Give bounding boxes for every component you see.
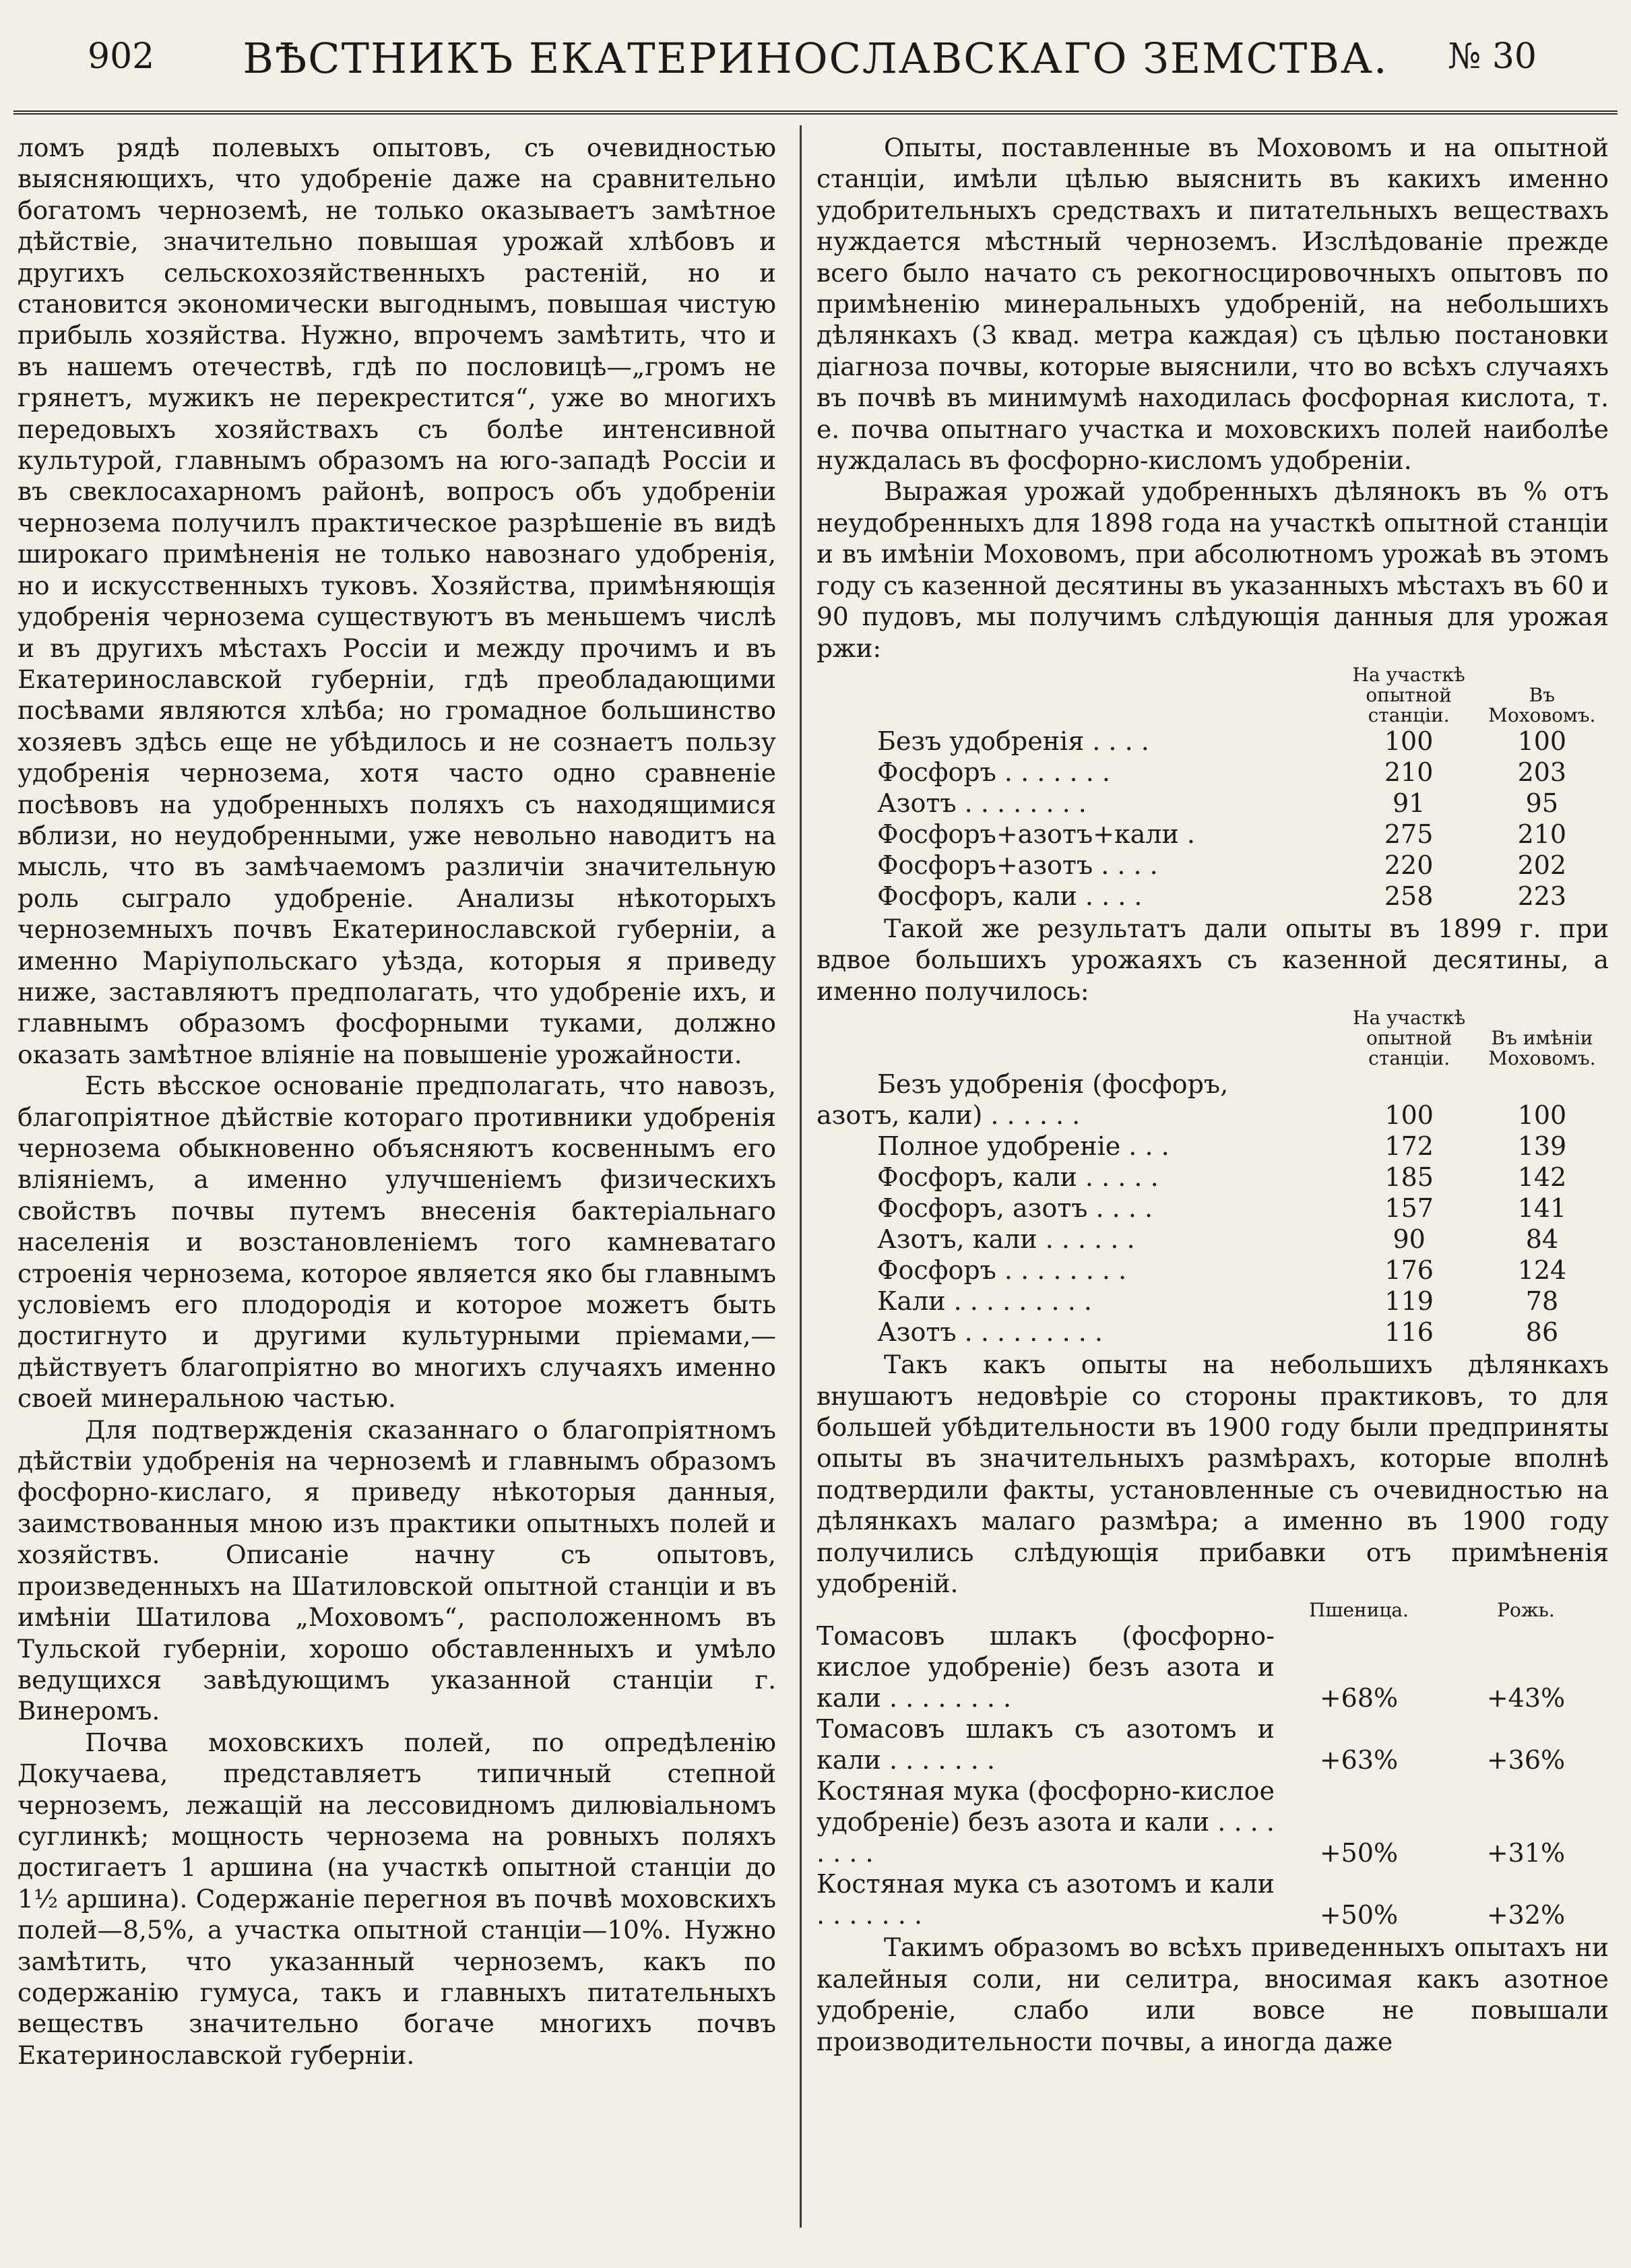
- cell-value: 84: [1525, 1224, 1559, 1255]
- cell-value: 258: [1384, 881, 1434, 911]
- cell-value: 90: [1393, 1224, 1426, 1255]
- table-row: [817, 1286, 1609, 1317]
- table-header-row: [817, 1008, 1609, 1069]
- cell-value: 86: [1525, 1317, 1559, 1348]
- cell-value: 275: [1384, 819, 1434, 849]
- cell-value: +31%: [1486, 1838, 1566, 1868]
- row-label: Кали . . . . . . . . .: [877, 1286, 1092, 1317]
- row-label: Фосфоръ, кали . . . . .: [877, 1162, 1159, 1193]
- row-label: Фосфоръ+азотъ . . . .: [877, 850, 1158, 880]
- row-label: азотъ, кали) . . . . . .: [817, 1100, 1081, 1131]
- table-row: [817, 1317, 1609, 1348]
- row-label: Азотъ . . . . . . . .: [877, 788, 1087, 818]
- column-divider: [800, 125, 802, 2228]
- issue-number: № 30: [1448, 36, 1537, 77]
- cell-value: 203: [1517, 757, 1567, 787]
- table-row: [817, 1224, 1609, 1255]
- column-header: Въ Моховомъ.: [1488, 683, 1596, 726]
- table-row: [817, 788, 1609, 819]
- cell-value: 100: [1384, 726, 1434, 756]
- cell-value: 119: [1384, 1286, 1434, 1317]
- yield-increase-table-1900: [817, 1600, 1609, 1930]
- table-row: [817, 819, 1609, 850]
- table-row: [817, 1100, 1609, 1131]
- row-label: Фосфоръ . . . . . . .: [877, 757, 1110, 787]
- paragraph: Такъ какъ опыты на небольшихъ дѣлянкахъ внушаютъ недовѣріе со стороны практиковъ, то для большей убѣдительности въ 1900 году были предприняты опыты въ значительныхъ размѣрахъ, которые вполнѣ подтвердили факты, установленные съ очевидностью на дѣлянкахъ малаго размѣра; а именно въ 1900 году получились слѣдующія прибавки отъ примѣненія удобреній.: [817, 1350, 1609, 1598]
- right-column: [817, 132, 1609, 2057]
- table-row: [817, 1131, 1609, 1162]
- yield-table-1899: [817, 1008, 1609, 1348]
- cell-value: 185: [1384, 1162, 1434, 1193]
- table-row: [817, 1713, 1609, 1775]
- table-header-row: [817, 665, 1609, 726]
- page-header: [54, 27, 1577, 88]
- paragraph: Опыты, поставленные въ Моховомъ и на опытной станціи, имѣли цѣлью выяснить въ какихъ именно удобрительныхъ средствахъ и питательныхъ веществахъ нуждается мѣстный черноземъ. Изслѣдованіе прежде всего было начато съ рекогносцировочныхъ опытовъ по примѣненію минеральныхъ удобреній, на небольшихъ дѣлянкахъ (3 квад. метра каждая) съ цѣлью постановки діагноза почвы, которые выяснили, что во всѣхъ случаяхъ въ почвѣ въ минимумѣ находилась фосфорная кислота, т. е. почва опытнаго участка и моховскихъ полей наиболѣе нуждалась въ фосфорно-кисломъ удобреніи.: [817, 133, 1609, 476]
- cell-value: 210: [1517, 819, 1567, 849]
- row-label: Фосфоръ, кали . . . .: [877, 881, 1143, 911]
- table-row: [817, 726, 1609, 757]
- cell-value: +68%: [1319, 1683, 1399, 1713]
- table-row: [817, 1069, 1609, 1100]
- row-label: Фосфоръ+азотъ+кали .: [877, 819, 1195, 849]
- cell-value: 139: [1517, 1131, 1567, 1162]
- cell-value: 223: [1517, 881, 1567, 911]
- publication-title: ВѢСТНИКЪ ЕКАТЕРИНОСЛАВСКАГО ЗЕМСТВА.: [243, 34, 1388, 83]
- cell-value: 172: [1384, 1131, 1434, 1162]
- cell-value: +43%: [1486, 1683, 1566, 1713]
- row-label: Томасовъ шлакъ съ азотомъ и кали . . . . . . .: [817, 1714, 1275, 1775]
- row-label: Азотъ . . . . . . . . .: [877, 1317, 1104, 1348]
- paragraph: Выражая урожай удобренныхъ дѣлянокъ въ % отъ неудобренныхъ для 1898 года на участкѣ опытной станціи и въ имѣніи Моховомъ, при абсолютномъ урожаѣ въ этомъ году съ казенной десятины въ указанныхъ мѣстахъ въ 60 и 90 пудовъ, мы получимъ слѣдующія данныя для урожая ржи:: [817, 476, 1609, 663]
- paragraph: Такимъ образомъ во всѣхъ приведенныхъ опытахъ ни калейныя соли, ни селитра, вносимая какъ азотное удобреніе, слабо или вовсе не повышали производительности почвы, а иногда даже: [817, 1932, 1609, 2056]
- paragraph: Такой же результатъ дали опыты въ 1899 г. при вдвое большихъ урожаяхъ съ казенной десятины, а именно получилось:: [817, 913, 1609, 1006]
- cell-value: 176: [1384, 1255, 1434, 1286]
- row-label: Томасовъ шлакъ (фосфорно-кислое удобреніе) безъ азота и кали . . . . . . . .: [817, 1621, 1275, 1713]
- cell-value: +63%: [1319, 1745, 1399, 1775]
- paragraph: Для подтвержденія сказаннаго о благопріятномъ дѣйствіи удобренія на черноземѣ и главнымъ образомъ фосфорно-кислаго, я приведу нѣкоторыя данныя, заимствованныя мною изъ практики опытныхъ полей и хозяйствъ. Описаніе начну съ опытовъ, произведенныхъ на Шатиловской опытной станціи и въ имѣніи Шатилова „Моховомъ“, расположенномъ въ Тульской губерніи, хорошо обставленныхъ и умѣло ведущихся завѣдующимъ указанной станціи г. Винеромъ.: [18, 1414, 776, 1726]
- cell-value: 95: [1525, 788, 1558, 818]
- table-row: [817, 1775, 1609, 1868]
- cell-value: 100: [1517, 726, 1567, 756]
- paragraph: Почва моховскихъ полей, по опредѣленію Докучаева, представляетъ типичный степной черноземъ, лежащій на лессовидномъ дилювіальномъ суглинкѣ; мощность чернозема на ровныхъ поляхъ достигаетъ 1 аршина (на участкѣ опытной станціи до 1½ аршина). Содержаніе перегноя въ почвѣ моховскихъ полей—8,5%, а участка опытной станціи—10%. Нужно замѣтить, что указанный черноземъ, какъ по содержанію гумуса, такъ и главныхъ питательныхъ веществъ значительно богаче многихъ почвъ Екатеринославской губерніи.: [18, 1727, 776, 2070]
- table-row: [817, 1620, 1609, 1713]
- cell-value: 210: [1384, 757, 1434, 787]
- table-row: [817, 757, 1609, 788]
- table-row: [817, 1162, 1609, 1193]
- row-label-line: Безъ удобренія (фосфоръ,: [877, 1069, 1229, 1100]
- column-header: Въ имѣніи Моховомъ.: [1488, 1027, 1596, 1070]
- cell-value: 100: [1384, 1100, 1434, 1131]
- row-label: Безъ удобренія . . . .: [877, 726, 1149, 756]
- cell-value: 78: [1525, 1286, 1559, 1317]
- column-header: На участкѣ опытной станціи.: [1353, 1007, 1466, 1070]
- left-column: [18, 132, 776, 2071]
- row-label: Фосфоръ . . . . . . . .: [877, 1255, 1127, 1286]
- column-header: Пшеница.: [1309, 1599, 1409, 1622]
- cell-value: 142: [1517, 1162, 1567, 1193]
- row-label: [817, 1069, 1343, 1100]
- cell-value: 91: [1392, 788, 1426, 818]
- table-row: [817, 850, 1609, 881]
- paragraph: Есть вѣсское основаніе предполагать, что навозъ, благопріятное дѣйствіе котораго противники удобренія чернозема обыкновенно объясняютъ косвеннымъ его вліяніемъ, а именно улучшеніемъ физическихъ свойствъ почвы путемъ внесенія бактеріальнаго населенія и возстановленіемъ того камневатаго строенія чернозема, которое является яко бы главнымъ условіемъ его плодородія и которое можетъ быть достигнуто и другими культурными пріемами,—дѣйствуетъ благопріятно во многихъ случаяхъ именно своей минеральною частью.: [18, 1071, 776, 1414]
- table-header-row: [817, 1600, 1609, 1620]
- column-header: На участкѣ опытной станціи.: [1352, 663, 1465, 726]
- cell-value: 220: [1384, 850, 1434, 880]
- page-number: 902: [88, 36, 155, 77]
- cell-value: +50%: [1319, 1900, 1399, 1930]
- cell-value: 202: [1517, 850, 1567, 880]
- cell-value: 141: [1517, 1193, 1567, 1224]
- cell-value: +36%: [1486, 1745, 1566, 1775]
- table-row: [817, 1193, 1609, 1224]
- row-label: Фосфоръ, азотъ . . . .: [877, 1193, 1153, 1224]
- cell-value: 157: [1384, 1193, 1434, 1224]
- row-label: Костяная мука (фосфорно-кислое удобреніе) безъ азота и кали . . . . . . . .: [817, 1776, 1275, 1868]
- header-rule: [13, 111, 1618, 115]
- cell-value: 100: [1517, 1100, 1567, 1131]
- row-label: Костяная мука съ азотомъ и кали . . . . . . .: [817, 1869, 1275, 1930]
- cell-value: 124: [1517, 1255, 1567, 1286]
- cell-value: +32%: [1486, 1900, 1566, 1930]
- row-label: Азотъ, кали . . . . . .: [877, 1224, 1135, 1255]
- paragraph: ломъ рядѣ полевыхъ опытовъ, съ очевидностью выясняющихъ, что удобреніе даже на сравнительно богатомъ черноземѣ, не только оказываетъ замѣтное дѣйствіе, значительно повышая урожай хлѣбовъ и другихъ сельскохозяйственныхъ растеній, но и становится экономически выгоднымъ, повышая чистую прибыль хозяйства. Нужно, впрочемъ замѣтить, что и въ нашемъ отечествѣ, гдѣ по пословицѣ—„громъ не грянетъ, мужикъ не перекрестится“, уже во многихъ передовыхъ хозяйствахъ съ болѣе интенсивной культурой, главнымъ образомъ на юго-западѣ Россіи и въ свеклосахарномъ районѣ, вопросъ объ удобреніи чернозема получилъ практическое разрѣшеніе въ видѣ широкаго примѣненія не только навознаго удобренія, но и искусственныхъ туковъ. Хозяйства, примѣняющія удобренія чернозема существуютъ въ меньшемъ числѣ и въ другихъ мѣстахъ Россіи и между прочимъ и въ Екатеринославской губерніи, гдѣ преобладающими посѣвами являются хлѣба; но громадное большинство хозяевъ здѣсь еще не убѣдилось и не сознаетъ пользу удобренія чернозема, хотя часто одно сравненіе посѣвовъ на удобренныхъ поляхъ съ находящимися вблизи, но неудобренными, уже невольно наводитъ на мысль, что въ замѣчаемомъ различіи значительную роль сыграло удобреніе. Анализы нѣкоторыхъ черноземныхъ почвъ Екатеринославской губерніи, а именно Маріупольскаго уѣзда, которыя я приведу ниже, заставляютъ предполагать, что удобреніе ихъ, и главнымъ образомъ фосфорными туками, должно оказать замѣтное вліяніе на повышеніе урожайности.: [18, 133, 776, 1069]
- table-row: [817, 881, 1609, 912]
- column-header: Рожь.: [1497, 1599, 1555, 1622]
- cell-value: +50%: [1319, 1838, 1399, 1868]
- table-row: [817, 1868, 1609, 1930]
- cell-value: 116: [1384, 1317, 1434, 1348]
- row-label: Полное удобреніе . . .: [877, 1131, 1170, 1162]
- yield-table-1898: [817, 665, 1609, 912]
- table-row: [817, 1255, 1609, 1286]
